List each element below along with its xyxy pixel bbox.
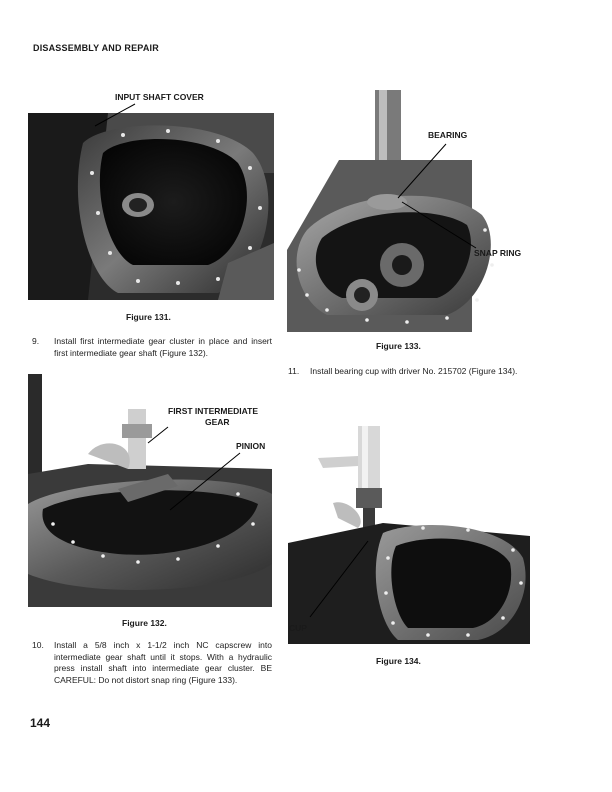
first-intermediate-gear-callout-line1: FIRST INTERMEDIATE [168,406,259,416]
section-header: DISASSEMBLY AND REPAIR [33,43,159,53]
step-10-number: 10. [32,640,44,650]
cup-leader [300,535,380,625]
page-number: 144 [30,716,51,730]
input-shaft-cover-callout: INPUT SHAFT COVER [115,92,204,102]
step-11-text: Install bearing cup with driver No. 215702 (Figure 134). [310,366,518,376]
input-shaft-cover-leader [90,100,150,130]
figure-133-caption: Figure 133. [376,341,421,351]
step-11-number: 11. [288,366,300,376]
step-11 [288,366,532,394]
step-9-text: Install first intermediate gear cluster in place and insert first intermediate gear shaft (Figure 132). [54,336,272,358]
figure-134-caption: Figure 134. [376,656,421,666]
step-10 [32,640,272,710]
cup-callout: CUP [289,623,307,633]
figure-131-photo [28,113,274,300]
step-9 [32,336,272,372]
pinion-callout: PINION [236,441,266,451]
snap-ring-callout: SNAP RING [474,248,522,258]
step-10-text: Install a 5/8 inch x 1-1/2 inch NC capscrew into intermediate gear shaft until it stops. With a hydraulic press install shaft into intermediate gear cluster. BE CAREFUL: Do not distort snap ring (Figure 133). [54,640,272,685]
figure-131-caption: Figure 131. [126,312,171,322]
figure-133-leaders [388,140,488,260]
step-9-number: 9. [32,336,40,346]
bearing-callout: BEARING [428,130,468,140]
first-intermediate-gear-callout-line2: GEAR [205,417,230,427]
figure-132-caption: Figure 132. [122,618,167,628]
